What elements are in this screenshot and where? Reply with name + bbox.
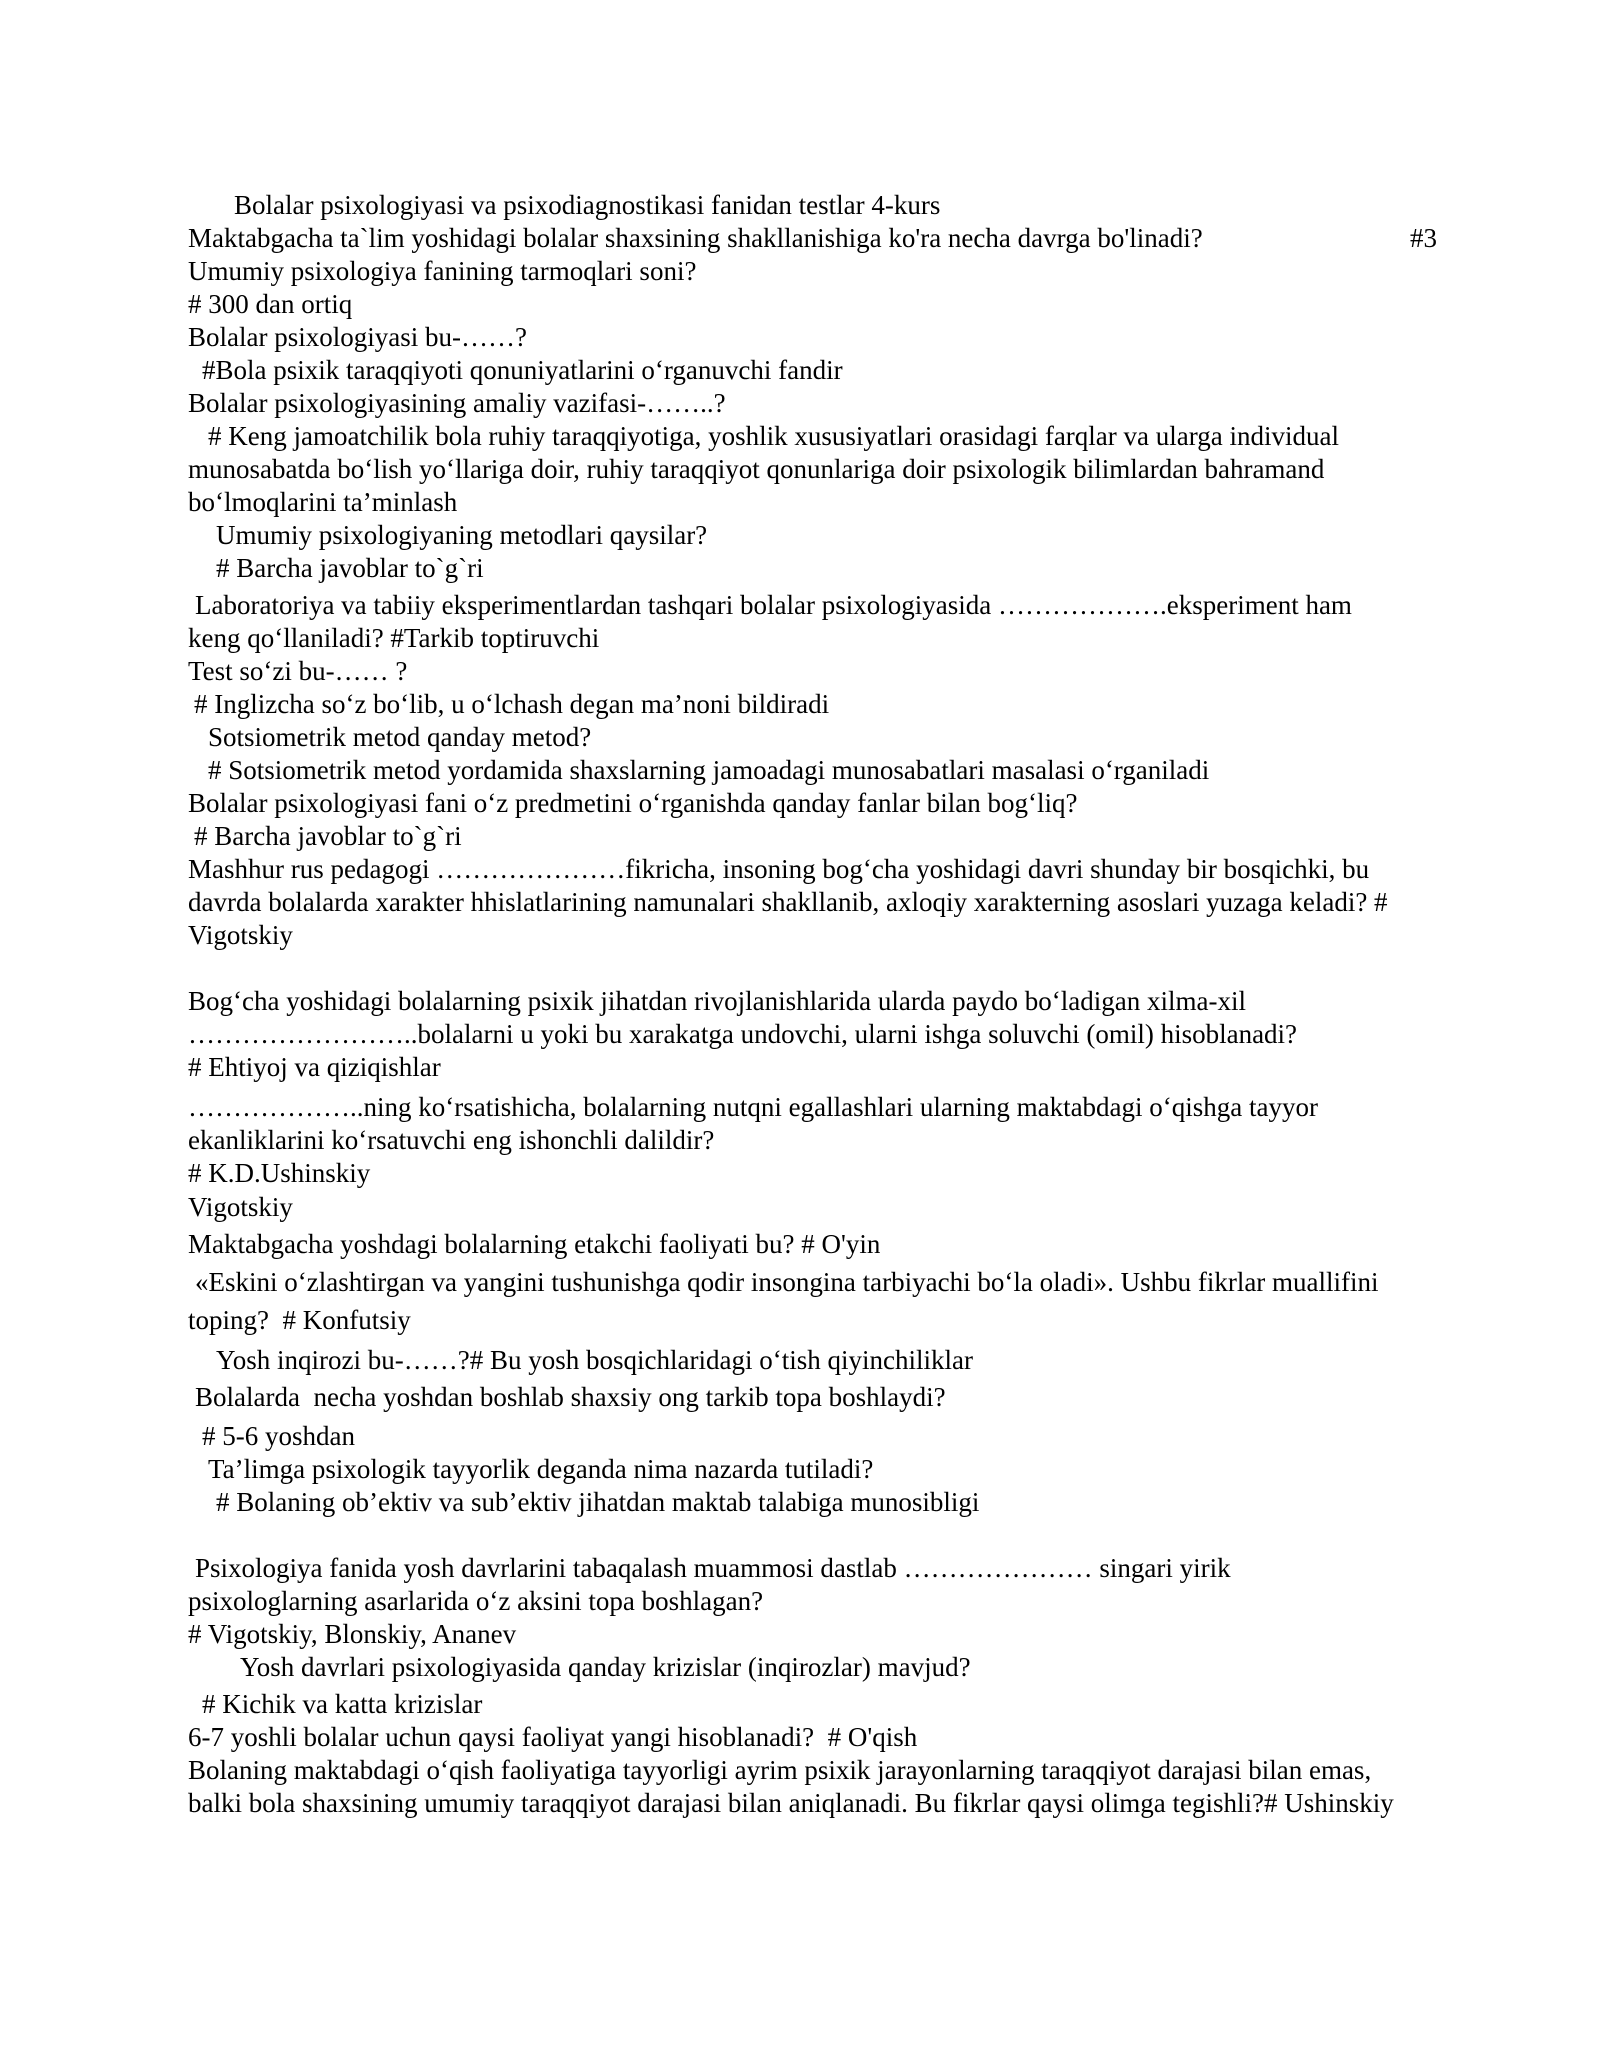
answer-line: # 5-6 yoshdan — [202, 1421, 355, 1451]
question-line: Sotsiometrik metod qanday metod? — [208, 722, 592, 752]
question-line: Bolalar psixologiyasi bu-……? — [188, 322, 527, 352]
question-line: Bolalar psixologiyasining amaliy vazifasi-……..? — [188, 388, 726, 418]
question-line: ………………..ning ko‘rsatishicha, bolalarning nutqni egallashlari ularning maktabdagi o‘qishga tayyor — [188, 1092, 1319, 1122]
answer-line: #Bola psixik taraqqiyoti qonuniyatlarini o‘rganuvchi fandir — [202, 355, 843, 385]
question-line: davrda bolalarda xarakter hhislatlarining namunalari shakllanib, axloqiy xarakterning asoslari yuzaga keladi? # — [188, 887, 1388, 917]
question-line: Yosh davrlari psixologiyasida qanday krizislar (inqirozlar) mavjud? — [240, 1652, 971, 1682]
question-line: Umumiy psixologiya fanining tarmoqlari soni? — [188, 256, 697, 286]
answer-line: # 300 dan ortiq — [188, 289, 353, 319]
question-line: Maktabgacha ta`lim yoshidagi bolalar shaxsining shakllanishiga ko'ra necha davrga bo'linadi? — [188, 223, 1203, 253]
answer-line: # Keng jamoatchilik bola ruhiy taraqqiyotiga, yoshlik xususiyatlari orasidagi farqlar va ularga individual — [208, 421, 1339, 451]
question-line: toping? # Konfutsiy — [188, 1305, 411, 1335]
answer-line: bo‘lmoqlarini ta’minlash — [188, 487, 458, 517]
answer-line: # Inglizcha so‘z bo‘lib, u o‘lchash degan ma’noni bildiradi — [194, 689, 830, 719]
question-line: Laboratoriya va tabiiy eksperimentlardan tashqari bolalar psixologiyasida ……………….eksperiment ham — [195, 590, 1352, 620]
question-line: ekanliklarini ko‘rsatuvchi eng ishonchli dalildir? — [188, 1125, 715, 1155]
question-line: «Eskini o‘zlashtirgan va yangini tushunishga qodir insongina tarbiyachi bo‘la oladi». Ushbu fikrlar muallifini — [195, 1267, 1379, 1297]
answer-line: # Barcha javoblar to`g`ri — [194, 821, 462, 851]
question-line: ……………………..bolalarni u yoki bu xarakatga undovchi, ularni ishga soluvchi (omil) hisoblanadi? — [188, 1019, 1298, 1049]
question-line: psixologlarning asarlarida o‘z aksini topa boshlagan? — [188, 1586, 764, 1616]
question-line: Ta’limga psixologik tayyorlik deganda nima nazarda tutiladi? — [208, 1454, 874, 1484]
question-line: 6-7 yoshli bolalar uchun qaysi faoliyat yangi hisoblanadi? # O'qish — [188, 1722, 918, 1752]
answer-line: # K.D.Ushinskiy — [188, 1158, 371, 1188]
question-line: Umumiy psixologiyaning metodlari qaysilar? — [216, 520, 708, 550]
question-line: Bolaning maktabdagi o‘qish faoliyatiga tayyorligi ayrim psixik jarayonlarning taraqqiyot darajasi bilan emas, — [188, 1755, 1372, 1785]
question-line: Bog‘cha yoshidagi bolalarning psixik jihatdan rivojlanishlarida ularda paydo bo‘ladigan xilma-xil — [188, 986, 1246, 1016]
question-line: Maktabgacha yoshdagi bolalarning etakchi faoliyati bu? # O'yin — [188, 1229, 881, 1259]
question-line: Bolalarda necha yoshdan boshlab shaxsiy ong tarkib topa boshlaydi? — [195, 1382, 946, 1412]
question-line: Mashhur rus pedagogi …………………fikricha, insoning bog‘cha yoshidagi davri shunday bir bosqichki, bu — [188, 854, 1370, 884]
question-line: Bolalar psixologiyasi fani o‘z predmetini o‘rganishda qanday fanlar bilan bog‘liq? — [188, 788, 1078, 818]
question-line: balki bola shaxsining umumiy taraqqiyot darajasi bilan aniqlanadi. Bu fikrlar qaysi olimga tegishli?# Ushinskiy — [188, 1788, 1394, 1818]
question-line: Psixologiya fanida yosh davrlarini tabaqalash muammosi dastlab ………………… singari yirik — [195, 1553, 1231, 1583]
answer-line: # Sotsiometrik metod yordamida shaxslarning jamoadagi munosabatlari masalasi o‘rganiladi — [208, 755, 1210, 785]
question-line: keng qo‘llaniladi? #Tarkib toptiruvchi — [188, 623, 600, 653]
answer-line: # Ehtiyoj va qiziqishlar — [188, 1052, 441, 1082]
answer-line: # Bolaning ob’ektiv va sub’ektiv jihatdan maktab talabiga munosibligi — [216, 1487, 980, 1517]
answer-line: # Vigotskiy, Blonskiy, Ananev — [188, 1619, 517, 1649]
answer-line: # Barcha javoblar to`g`ri — [216, 553, 484, 583]
answer-line: # Kichik va katta krizislar — [202, 1689, 483, 1719]
answer-line: Vigotskiy — [188, 1192, 293, 1222]
question-line: Test so‘zi bu-…… ? — [188, 656, 408, 686]
answer-line: Vigotskiy — [188, 920, 293, 950]
answer-line: munosabatda bo‘lish yo‘llariga doir, ruhiy taraqqiyot qonunlariga doir psixologik bilimlardan bahramand — [188, 454, 1325, 484]
question-line: Yosh inqirozi bu-……?# Bu yosh bosqichlaridagi o‘tish qiyinchiliklar — [216, 1345, 973, 1375]
answer-line: #3 — [1410, 223, 1437, 253]
document-title: Bolalar psixologiyasi va psixodiagnostikasi fanidan testlar 4-kurs — [234, 190, 941, 220]
